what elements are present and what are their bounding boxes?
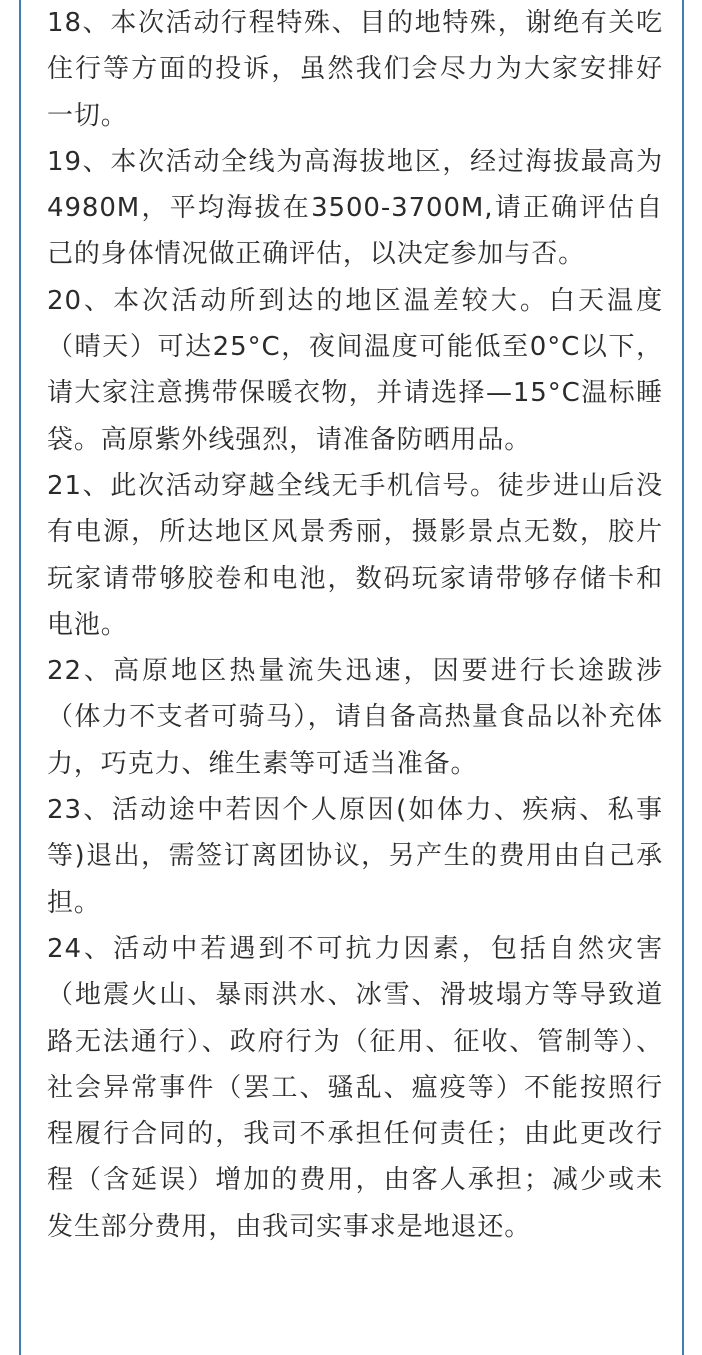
notice-list bbox=[47, 0, 663, 1250]
notice-item-19: 19、本次活动全线为高海拔地区，经过海拔最高为4980M，平均海拔在3500-3700M,请正确评估自己的身体情况做正确评估，以决定参加与否。 bbox=[47, 146, 663, 270]
notice-item-24: 24、活动中若遇到不可抗力因素，包括自然灾害（地震火山、暴雨洪水、冰雪、滑坡塌方等导致道路无法通行）、政府行为（征用、征收、管制等）、社会异常事件（罢工、骚乱、瘟疫等）不能按照行程履行合同的，我司不承担任何责任；由此更改行程（含延误）增加的费用，由客人承担；减少或未发生部分费用，由我司实事求是地退还。 bbox=[47, 933, 663, 1242]
notice-item-22: 22、高原地区热量流失迅速，因要进行长途跋涉（体力不支者可骑马），请自备高热量食品以补充体力，巧克力、维生素等可适当准备。 bbox=[47, 656, 663, 779]
notice-item-20: 20、本次活动所到达的地区温差较大。白天温度（晴天）可达25°C，夜间温度可能低至0°C以下，请大家注意携带保暖衣物，并请选择—15°C温标睡袋。高原紫外线强烈，请准备防晒用品。 bbox=[47, 285, 663, 455]
notice-item-23: 23、活动途中若因个人原因(如体力、疾病、私事等)退出，需签订离团协议，另产生的费用由自己承担。 bbox=[47, 795, 663, 918]
right-border-line bbox=[682, 0, 684, 1355]
notice-item-18: 18、本次活动行程特殊、目的地特殊，谢绝有关吃住行等方面的投诉，虽然我们会尽力为大家安排好一切。 bbox=[47, 8, 663, 131]
left-border-line bbox=[19, 0, 21, 1355]
notice-item-21: 21、此次活动穿越全线无手机信号。徒步进山后没有电源，所达地区风景秀丽，摄影景点无数，胶片玩家请带够胶卷和电池，数码玩家请带够存储卡和电池。 bbox=[47, 470, 663, 640]
